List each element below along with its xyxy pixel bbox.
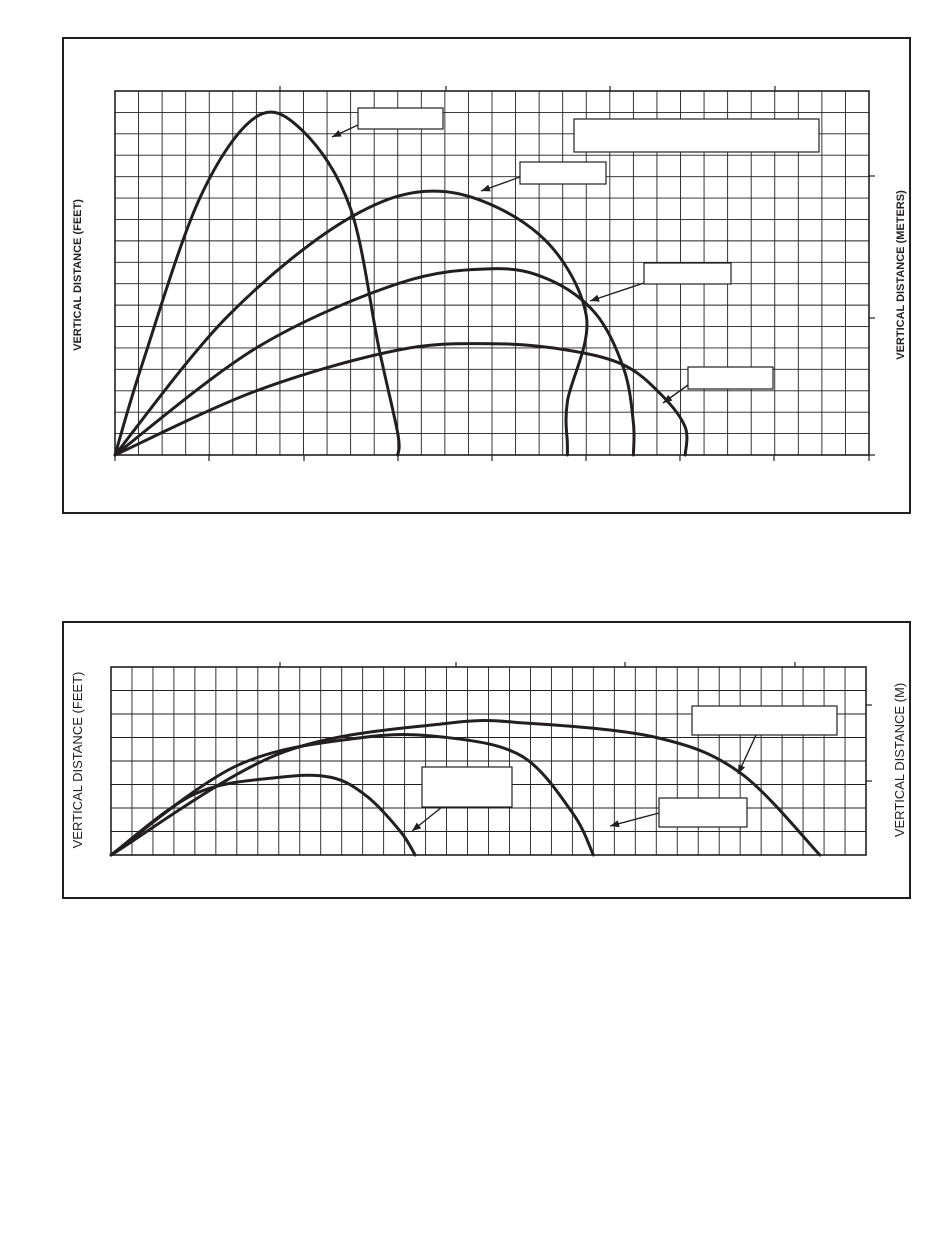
chart-bottom-annotations (412, 706, 837, 831)
chart-panel-top (62, 37, 911, 514)
chart-bottom-callout-2 (610, 798, 747, 827)
chart-top-annotations (332, 108, 819, 403)
chart-bottom-trajectory-2 (111, 735, 593, 855)
chart-bottom-trajectory-1 (111, 775, 415, 855)
chart-top-callout-4 (590, 263, 731, 302)
chart-bottom-callout-arrow-head (610, 820, 620, 827)
chart-bottom-ylabel-left: VERTICAL DISTANCE (FEET) (70, 671, 85, 849)
chart-top-callout-5 (663, 367, 773, 403)
chart-panel-bottom (62, 621, 911, 899)
chart-bottom-callout-box (659, 798, 747, 827)
chart-top-callout-box (520, 162, 606, 184)
chart-top-callout-3 (574, 119, 819, 152)
chart-top-callout-box (358, 108, 443, 129)
chart-top-ylabel-left: VERTICAL DISTANCE (FEET) (72, 199, 84, 351)
chart-bottom-grid (111, 662, 872, 855)
chart-top-callout-box (688, 367, 773, 389)
chart-bottom-callout-box (422, 767, 512, 807)
chart-top-svg (64, 39, 913, 516)
chart-top-trajectory-4 (115, 344, 687, 455)
chart-bottom-callout-3 (692, 706, 837, 774)
chart-top-callout-box (644, 263, 731, 284)
chart-top-callout-arrow-head (590, 295, 600, 302)
chart-bottom-svg (64, 623, 913, 901)
chart-bottom-callout-box (692, 706, 837, 735)
chart-top-callout-arrow-head (481, 185, 491, 192)
chart-top-ylabel-right: VERTICAL DISTANCE (METERS) (895, 190, 907, 360)
chart-bottom-callout-1 (412, 767, 512, 831)
chart-bottom-ylabel-right: VERTICAL DISTANCE (M) (892, 682, 907, 838)
chart-top-callout-box (574, 119, 819, 152)
